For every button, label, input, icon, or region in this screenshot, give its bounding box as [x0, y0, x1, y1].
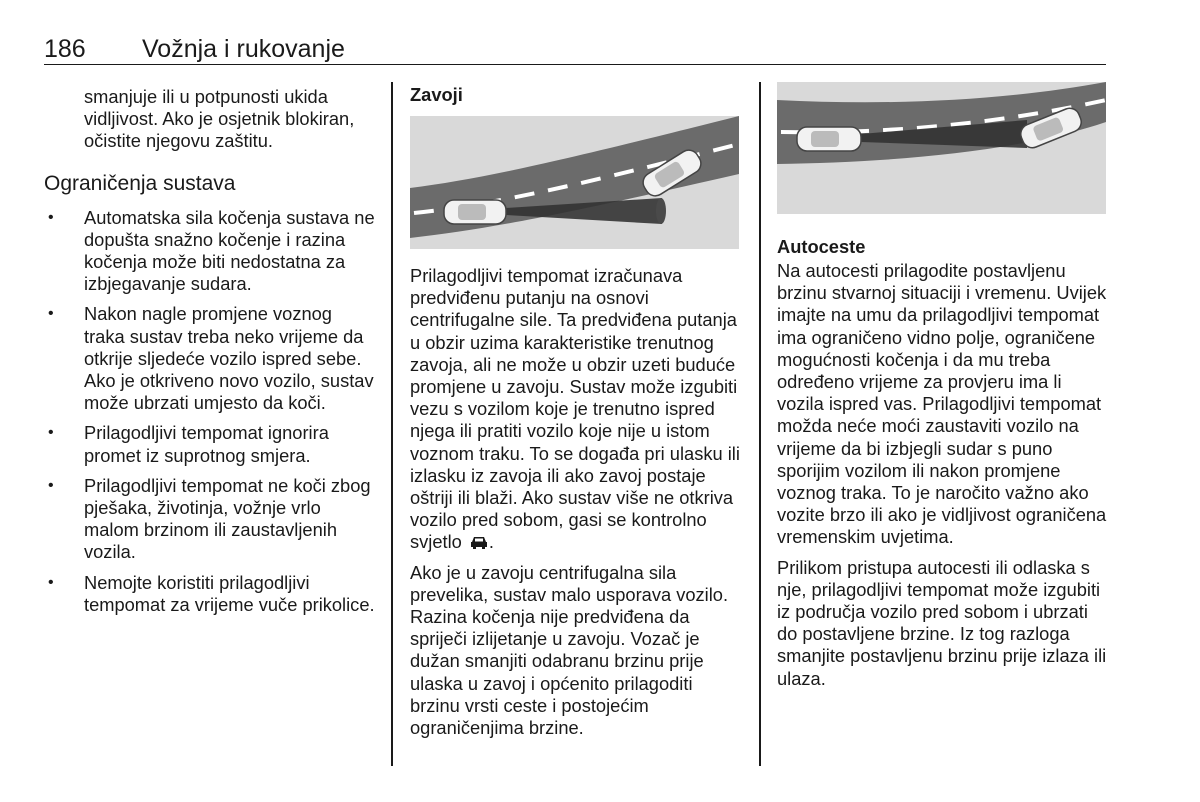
bullet-icon: •: [48, 305, 54, 323]
radar-beam-end: [656, 198, 666, 224]
bullet-icon: •: [48, 573, 54, 591]
bullet-icon: •: [48, 208, 54, 226]
own-car-icon: [444, 200, 506, 224]
list-item: • Nemojte koristiti prilagodljivi tempomat za vrijeme vuče prikolice.: [48, 571, 375, 615]
curves-paragraph-1: Prilagodljivi tempomat izračunava predviđenu putanju na osnovi centrifugalne sile. Ta predviđena putanja u obzir uzima karakteristike trenutnog zavoja, ali ne može u obzir uzeti buduće promjene u zavoju. Sustav može izgubiti vezu s vozilom koje je trenutno ispred njega ili pratiti vozilo koje nije u istom voznom traku. To se događa pri ulasku ili izlasku iz zavoja ili ako zavoj postaje oštriji ili blaži. Ako sustav više ne otkriva vozilo pred sobom, gasi se kontrolno svjetlo .: [410, 265, 740, 553]
page-number: 186: [44, 35, 86, 63]
intro-paragraph: smanjuje ili u potpunosti ukida vidljivost. Ako je osjetnik blokiran, očistite njegovu zaštitu.: [84, 86, 355, 152]
curve-illustration: [410, 116, 739, 249]
list-item: • Nakon nagle promjene voznog traka sustav treba neko vrijeme da otkrije sljedeće vozilo ispred sebe. Ako je otkriveno novo vozilo, sustav može ubrzati umjesto da koči.: [48, 303, 374, 414]
motorway-illustration: [777, 82, 1106, 214]
section-title-system-limits: Ograničenja sustava: [44, 171, 236, 195]
chapter-title: Vožnja i rukovanje: [142, 35, 345, 63]
limitations-list: [44, 207, 376, 616]
column-middle: [410, 84, 742, 747]
car-ahead-indicator-icon: [469, 535, 489, 551]
motorway-road-graphic: [777, 82, 1106, 214]
column-left: [44, 86, 376, 624]
page-header: [44, 34, 1106, 65]
motorways-paragraph-1: Na autocesti prilagodite postavljenu brzinu stvarnoj situaciji i vremenu. Uvijek imajte na umu da prilagodljivi tempomat ima ograničeno vidno polje, ograničene mogućnosti kočenja i da mu treba određeno vrijeme za provjeru ima li vozila ispred vas. Prilagodljivi tempomat možda neće moći zaustaviti vozilo na vrijeme da bi izbjegli sudar s puno sporijim vozilom ili nakon promjene voznog traka. To je naročito važno ako vozite brzo ili ako je vidljivost ograničena vremenskim uvjetima.: [777, 260, 1107, 548]
column-divider-left: [391, 82, 393, 766]
column-divider-right: [759, 82, 761, 766]
motorways-paragraph-2: Prilikom pristupa autocesti ili odlaska s nje, prilagodljivi tempomat može izgubiti iz područja vozilo pred sobom i ubrzati do postavljene brzine. Iz tog razloga smanjite postavljenu brzinu prije izlaza ili ulaza.: [777, 556, 1107, 689]
curves-paragraph-2: Ako je u zavoju centrifugalna sila prevelika, sustav malo usporava vozilo. Razina kočenja nije predviđena da spriječi izlijetanje u zavoju. Vozač je dužan smanjiti odabranu brzinu prije ulaska u zavoj i općenito prilagoditi brzinu vrsti ceste i postojećim ograničenjima brzine.: [410, 561, 729, 739]
bullet-icon: •: [48, 476, 54, 494]
list-item: • Automatska sila kočenja sustava ne dopušta snažno kočenje i razina kočenja može biti nedostatna za izbjegavanje sudara.: [48, 206, 375, 295]
heading-curves: Zavoji: [410, 84, 463, 105]
curved-road-graphic: [410, 116, 739, 249]
bullet-icon: •: [48, 424, 54, 442]
list-item: • Prilagodljivi tempomat ignorira promet iz suprotnog smjera.: [48, 422, 329, 466]
column-right: [777, 82, 1109, 698]
heading-motorways: Autoceste: [777, 236, 866, 257]
list-item: • Prilagodljivi tempomat ne koči zbog pješaka, životinja, vožnje vrlo malom brzinom ili zaustavljenih vozila.: [48, 474, 371, 563]
own-car-icon: [797, 127, 861, 151]
